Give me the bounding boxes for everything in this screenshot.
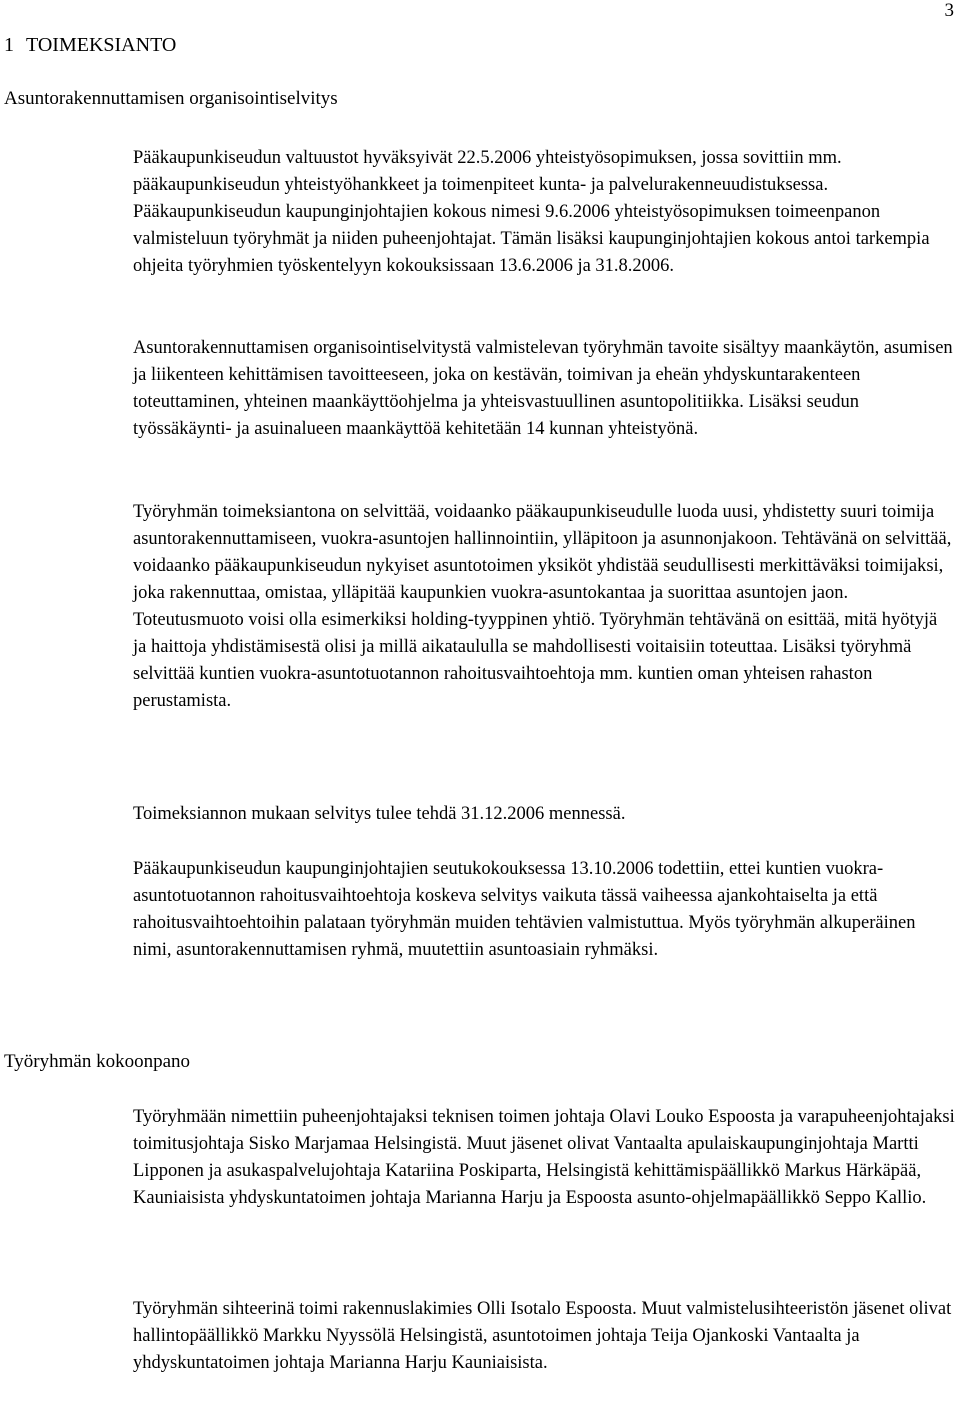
paragraph-goal: Asuntorakennuttamisen organisointiselvitystä valmistelevan työryhmän tavoite sisältyy maankäytön, asumisen ja liikenteen kehittämisen tavoitteeseen, joka on kestävän, toimivan ja eheän yhdyskuntarakenteen toteuttaminen, yhteinen maankäyttöohjelma ja yhteisvastuullinen asuntopolitiikka. Lisäksi seudun työssäkäynti- ja asuinalueen maankäyttöä kehitetään 14 kunnan yhteistyönä. <box>133 338 953 439</box>
chapter-heading <box>4 32 176 58</box>
page-number: 3 <box>944 0 954 21</box>
chapter-number: 1 <box>4 34 14 56</box>
section-title-organisointiselvitys: Asuntorakennuttamisen organisointiselvitys <box>4 88 338 109</box>
paragraph-secretariat: Työryhmän sihteerinä toimi rakennuslakimies Olli Isotalo Espoosta. Muut valmistelusihteeristön jäsenet olivat hallintopäällikkö Markku Nyyssölä Helsingistä, asuntotoimen johtaja Teija Ojankoski Vantaalta ja yhdyskuntatoimen johtaja Marianna Harju Kauniaisista. <box>133 1299 952 1373</box>
paragraph-meeting: Pääkaupunkiseudun kaupunginjohtajien seutukokouksessa 13.10.2006 todettiin, ettei kuntien vuokra-asuntotuotannon rahoitusvaihtoehtoja koskeva selvitys vaikuta tässä vaiheessa ajankohtaiselta ja että rahoitusvaihtoehtoihin palataan työryhmän muiden tehtävien valmistuttua. Myös työryhmän alkuperäinen nimi, asuntorakennuttamisen ryhmä, muutettiin asuntoasiain ryhmäksi. <box>133 859 916 960</box>
section-title-kokoonpano: Työryhmän kokoonpano <box>4 1051 191 1072</box>
paragraph-deadline: Toimeksiannon mukaan selvitys tulee tehdä 31.12.2006 mennessä. <box>133 804 626 824</box>
paragraph-assignment: Työryhmän toimeksiantona on selvittää, voidaanko pääkaupunkiseudulle luoda uusi, yhdistetty suuri toimija asuntorakennuttamiseen, vuokra-asuntojen hallinnointiin, ylläpitoon ja asunnonjakoon. Tehtävänä on selvittää, voidaanko pääkaupunkiseudun nykyiset asuntotoimen yksiköt yhdistää seudullisesti merkittäväksi toimijaksi, joka rakennuttaa, omistaa, ylläpitää kaupunkien vuokra-asuntokantaa ja suorittaa asuntojen jaon. Toteutusmuoto voisi olla esimerkiksi holding-tyyppinen yhtiö. Työryhmän tehtävänä on esittää, mitä hyötyjä ja haittoja yhdistämisestä olisi ja millä aikataululla se mahdollisesti voitaisiin toteuttaa. Lisäksi työryhmä selvittää kuntien vuokra-asuntotuotannon rahoitusvaihtoehtoja mm. kuntien oman yhteisen rahaston perustamista. <box>133 502 952 711</box>
paragraph-members: Työryhmään nimettiin puheenjohtajaksi teknisen toimen johtaja Olavi Louko Espoosta ja varapuheenjohtajaksi toimitusjohtaja Sisko Marjamaa Helsingistä. Muut jäsenet olivat Vantaalta apulaiskaupunginjohtaja Martti Lipponen ja asukaspalvelujohtaja Katariina Poskiparta, Helsingistä kehittämispäällikkö Markus Härkäpää, Kauniaisista yhdyskuntatoimen johtaja Marianna Harju ja Espoosta asunto-ohjelmapäällikkö Seppo Kallio. <box>133 1107 955 1208</box>
chapter-title: TOIMEKSIANTO <box>26 34 177 56</box>
paragraph-background: Pääkaupunkiseudun valtuustot hyväksyivät 22.5.2006 yhteistyösopimuksen, jossa sovittiin mm. pääkaupunkiseudun yhteistyöhankkeet ja toimenpiteet kunta- ja palvelurakenneuudistuksessa. Pääkaupunkiseudun kaupunginjohtajien kokous nimesi 9.6.2006 yhteistyösopimuksen toimeenpanon valmisteluun työryhmät ja niiden puheenjohtajat. Tämän lisäksi kaupunginjohtajien kokous antoi tarkempia ohjeita työryhmien työskentelyyn kokouksissaan 13.6.2006 ja 31.8.2006. <box>133 148 930 276</box>
